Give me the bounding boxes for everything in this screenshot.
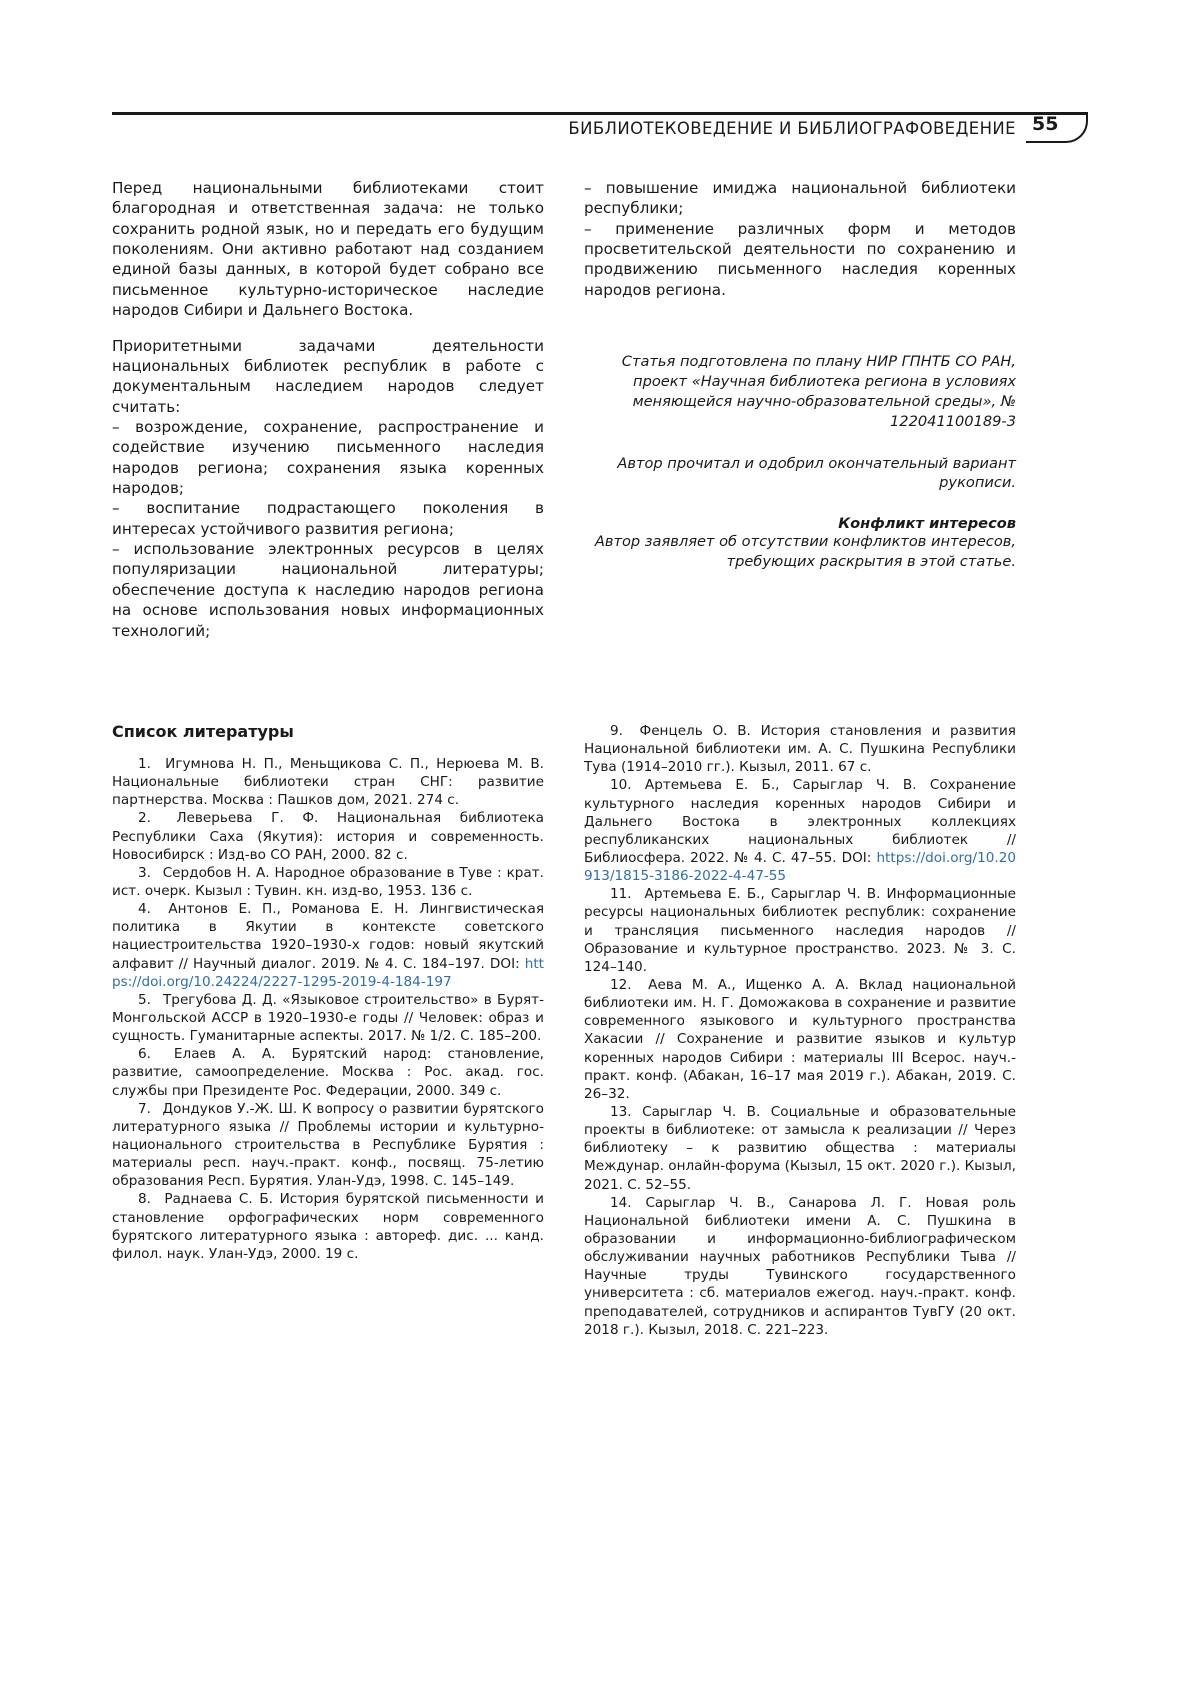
paragraph: – воспитание подрастающего поколения в интересах устойчивого развития региона; xyxy=(112,499,544,538)
doi-link[interactable]: https://doi.org/10.24224/2227-1295-2019-4-184-197 xyxy=(112,955,544,990)
conflict-of-interest-title: Конфликт интересов xyxy=(838,515,1016,533)
section-title: БИБЛИОТЕКОВЕДЕНИЕ И БИБЛИОГРАФОВЕДЕНИЕ xyxy=(568,119,1016,138)
reference-item: 12. Аева М. А., Ищенко А. А. Вклад национальной библиотеки им. Н. Г. Доможакова в сохранение и развитие современного языкового и культурного пространства Хакасии // Сохранение и развитие языков и культур коренных народов Сибири : материалы III Всерос. науч.-практ. конф. (Абакан, 16–17 мая 2019 г.). Абакан, 2019. С. 26–32. xyxy=(584,976,1016,1102)
page-number-badge xyxy=(1026,112,1090,144)
references-heading: Список литературы xyxy=(112,722,294,741)
paragraph: – применение различных форм и методов просветительской деятельности по сохранению и продвижению письменного наследия коренных народов региона. xyxy=(584,219,1016,299)
paragraph: – повышение имиджа национальной библиотеки республики; xyxy=(584,179,1016,218)
doi-link[interactable]: https://doi.org/10.20913/1815-3186-2022-4-47-55 xyxy=(584,849,1016,885)
reference-item: 9. Фенцель О. В. История становления и развития Национальной библиотеки им. А. С. Пушкина Республики Тува (1914–2010 гг.). Кызыл, 2011. 67 с. xyxy=(584,723,1016,776)
reference-item: 1. Игумнова Н. П., Меньщикова С. П., Нерюева М. В. Национальные библиотеки стран СНГ: развитие партнерства. Москва : Пашков дом, 2021. 274 с. xyxy=(112,756,544,809)
paragraph: Перед национальными библиотеками стоит благородная и ответственная задача: не только сохранить родной язык, но и передать его будущим поколениям. Они активно работают над созданием единой базы данных, в которой будет собрано все письменное культурно-историческое наследие народов Сибири и Дальнего Востока. xyxy=(112,179,544,320)
reference-item: 6. Елаев А. А. Бурятский народ: становление, развитие, самоопределение. Москва : Рос. акад. гос. службы при Президенте Рос. Федерации, 2000. 349 с. xyxy=(112,1046,544,1099)
reference-item: 11. Артемьева Е. Б., Сарыглар Ч. В. Информационные ресурсы национальных библиотек республик: сохранение и трансляция письменного наследия народов // Образование и культурное пространство. 2023. № 3. С. 124–140. xyxy=(584,886,1016,975)
reference-item: 5. Трегубова Д. Д. «Языковое строительство» в Бурят-Монгольской АССР в 1920–1930-е годы // Человек: образ и сущность. Гуманитарные аспекты. 2017. № 1/2. С. 185–200. xyxy=(112,991,544,1045)
reference-item: 2. Леверьева Г. Ф. Национальная библиотека Республики Саха (Якутия): история и современность. Новосибирск : Изд-во СО РАН, 2000. 82 с. xyxy=(112,810,544,863)
paragraph: – возрождение, сохранение, распространение и содействие изучению письменного наследия народов региона; сохранения языка коренных народов; xyxy=(112,417,544,498)
conflict-of-interest-text: Автор заявляет об отсутствии конфликтов интересов, требующих раскрытия в этой статье. xyxy=(594,533,1016,571)
header-rule xyxy=(112,112,1088,115)
reference-item: 14. Сарыглар Ч. В., Санарова Л. Г. Новая роль Национальной библиотеки имени А. С. Пушкина в образовании и информационно-библиографическом обслуживании научных работников Республики Тыва // Научные труды Тувинского государственного университета : сб. материалов ежегод. науч.-практ. конф. преподавателей, сотрудников и аспирантов ТувГУ (20 окт. 2018 г.). Кызыл, 2018. С. 221–223. xyxy=(584,1194,1016,1338)
reference-item: 7. Дондуков У.-Ж. Ш. К вопросу о развитии бурятского литературного языка // Проблемы истории и культурно-национального строительства в Республике Бурятия : материалы респ. науч.-практ. конф., посвящ. 75-летию образования Респ. Бурятия. Улан-Удэ, 1998. С. 145–149. xyxy=(112,1100,544,1190)
reference-item: 13. Сарыглар Ч. В. Социальные и образовательные проекты в библиотеке: от замысла к реализации // Через библиотеку – к развитию общества : материалы Междунар. онлайн-форума (Кызыл, 15 окт. 2020 г.). Кызыл, 2021. С. 52–55. xyxy=(584,1103,1017,1193)
reference-item xyxy=(112,900,544,991)
references-right-column xyxy=(584,722,1016,1339)
right-column-body xyxy=(584,178,1016,572)
page-number: 55 xyxy=(1032,113,1059,135)
reference-text: 10. Артемьева Е. Б., Сарыглар Ч. В. Сохранение культурного наследия коренных народов Сибири и Дальнего Востока в электронных коллекциях республиканских национальных библиотек // Библиосфера. 2022. № 4. С. 47–55. DOI: xyxy=(584,777,1016,866)
paragraph: Приоритетными задачами деятельности национальных библиотек республик в работе с документальным наследием народов следует считать: xyxy=(112,336,544,416)
reference-item: 3. Сердобов Н. А. Народное образование в Туве : крат. ист. очерк. Кызыл : Тувин. кн. изд-во, 1953. 136 с. xyxy=(112,864,544,899)
reference-item xyxy=(584,776,1016,885)
page-header xyxy=(112,112,1088,150)
reference-text: 4. Антонов Е. П., Романова Е. Н. Лингвистическая политика в Якутии в контексте советского нациестроительства 1920–1930-х годов: новый якутский алфавит // Научный диалог. 2019. № 4. С. 184–197. DOI: xyxy=(112,901,544,972)
funding-note: Статья подготовлена по плану НИР ГПНТБ СО РАН, проект «Научная библиотека региона в условиях меняющейся научно-образовательной среды», № 122041100189-3 xyxy=(621,353,1016,430)
approval-note: Автор прочитал и одобрил окончательный вариант рукописи. xyxy=(617,454,1016,492)
left-column-body xyxy=(112,178,544,641)
references-left-column xyxy=(112,722,544,1263)
reference-item: 8. Раднаева С. Б. История бурятской письменности и становление орфографических норм современного бурятского литературного языка : автореф. дис. ... канд. филол. наук. Улан-Удэ, 2000. 19 с. xyxy=(112,1191,544,1262)
paragraph: – использование электронных ресурсов в целях популяризации национальной литературы; обеспечение доступа к наследию народов региона на основе использования новых информационных технологий; xyxy=(112,540,544,640)
